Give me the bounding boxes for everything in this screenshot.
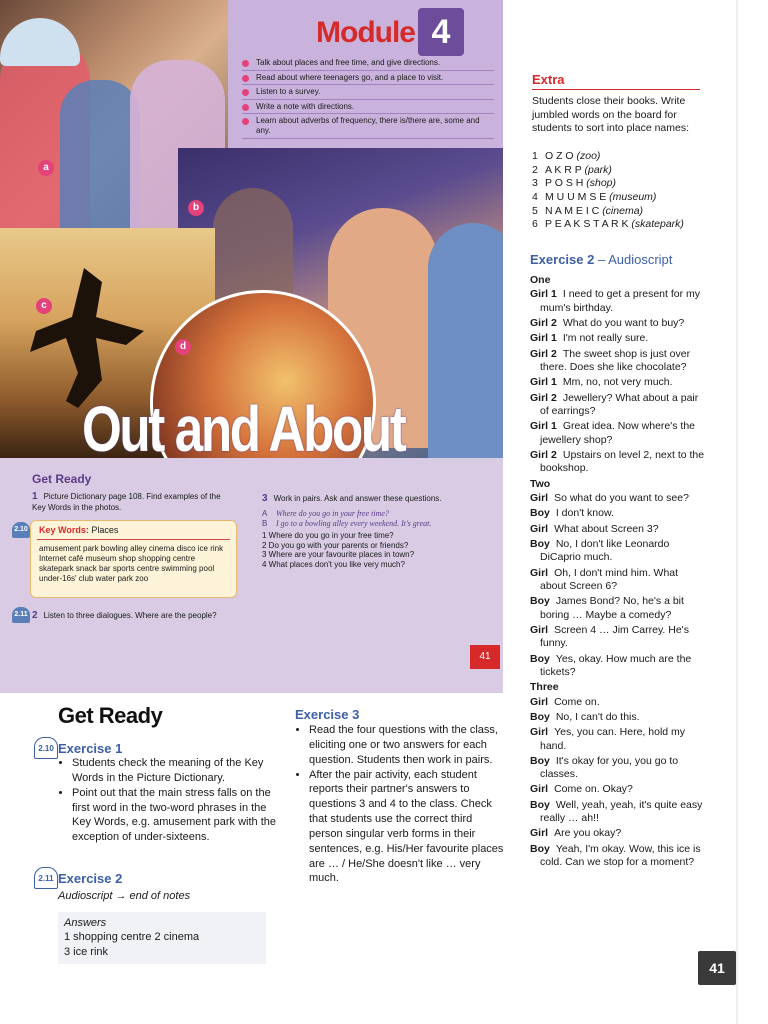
- sp-item-3-text: Work in pairs. Ask and answer these questions.: [273, 494, 442, 503]
- dialogue-line: [530, 755, 705, 782]
- extra-item-jumble: N A M E I C: [545, 204, 603, 217]
- extra-item-jumble: P O S H: [545, 177, 587, 190]
- unit-title: Out and About: [82, 393, 405, 465]
- key-words-box: [30, 520, 237, 598]
- dialogue-line: [530, 538, 705, 565]
- speech: Come on. Okay?: [554, 783, 633, 796]
- speaker: Girl 1: [530, 420, 557, 433]
- tn-exercise-2-heading: Exercise 2: [58, 871, 123, 886]
- objective-item: Write a note with directions.: [242, 102, 494, 115]
- dialogue-line: [530, 392, 705, 419]
- dialogue-line: [530, 288, 705, 315]
- tn-exercise-2-audioscript-note: Audioscript → end of notes: [58, 890, 191, 902]
- objective-item: Talk about places and free time, and give directions.: [242, 58, 494, 71]
- page-edge: [736, 0, 738, 1024]
- photo-label-b: b: [188, 200, 204, 216]
- dialogue-line: [530, 653, 705, 680]
- speaker-b: B: [262, 518, 268, 528]
- speaker: Girl: [530, 522, 549, 535]
- key-words-list: amusement park bowling alley cinema disco ice rink Internet café museum shop shopping centre skatepark snack bar sports centre swimming pool under-16s' club water park zoo: [39, 544, 224, 583]
- dialogue-line: [530, 523, 705, 536]
- dialogue-line: [530, 696, 705, 709]
- speech: The sweet shop is just over there. Does she like chocolate?: [540, 347, 691, 373]
- dialogue-line: [530, 711, 705, 724]
- sp-item-1-number: 1: [32, 491, 38, 502]
- audioscript-dialogues: [530, 272, 705, 871]
- photo-label-d: d: [175, 339, 191, 355]
- key-words-title: Key Words:: [39, 525, 89, 535]
- dialogue-line: [530, 827, 705, 840]
- speech: Mm, no, not very much.: [562, 376, 673, 389]
- speech: Oh, I don't mind him. What about Screen 6?: [540, 566, 679, 592]
- speaker: Boy: [530, 842, 550, 855]
- extra-item-answer: (shop): [586, 177, 617, 190]
- speaker: Boy: [530, 710, 550, 723]
- speech: James Bond? No, he's a bit boring … Maybe a comedy?: [540, 595, 684, 621]
- objective-item: Read about where teenagers go, and a place to visit.: [242, 73, 494, 86]
- dialogue-line: [530, 332, 705, 345]
- speech: I'm not really sure.: [562, 332, 649, 345]
- extra-item-answer: (museum): [609, 190, 657, 203]
- module-number: 4: [418, 8, 464, 56]
- audio-2-10-icon: 2.10: [34, 737, 58, 759]
- key-words-heading: [39, 525, 118, 535]
- speech: Well, yeah, yeah, it's quite easy really … ah!!: [540, 798, 703, 825]
- speech: Upstairs on level 2, next to the bookshop.: [540, 448, 705, 475]
- dialogue-line: [530, 783, 705, 796]
- dialogue-line: [530, 317, 705, 330]
- extra-item-jumble: A K R P: [545, 163, 585, 176]
- page-number: 41: [698, 951, 736, 985]
- dialogue-line: [530, 492, 705, 505]
- sp-item-2-text: Listen to three dialogues. Where are the people?: [43, 611, 217, 620]
- module-objectives: [242, 58, 494, 141]
- extra-item-jumble: M U U M S E: [545, 190, 610, 203]
- list-item: • Students check the meaning of the Key Words in the Picture Dictionary.: [72, 756, 282, 786]
- extra-item-number: 4: [532, 190, 538, 203]
- speech: Yes, you can. Here, hold my hand.: [540, 726, 686, 752]
- speech: What about Screen 3?: [554, 522, 659, 535]
- dialogue-line: [530, 624, 705, 651]
- dialogue-line: [530, 595, 705, 622]
- extra-item-answer: (zoo): [576, 150, 601, 162]
- speech: Great idea. Now where's the jewellery shop?: [540, 420, 696, 446]
- sp-item-3-number: 3: [262, 493, 268, 504]
- photo-label-a: a: [38, 160, 54, 176]
- sp-item-2-number: 2: [32, 610, 38, 621]
- sp-get-ready-heading: Get Ready: [32, 472, 92, 486]
- objective-item: Learn about adverbs of frequency, there is/there are, some and any.: [242, 116, 494, 138]
- extra-list: [532, 150, 702, 232]
- tn-exercise-1-list: [58, 756, 282, 845]
- student-page-number: 41: [470, 645, 500, 669]
- sp-item-3-b: I go to a bowling alley every weekend. It's great.: [276, 518, 432, 528]
- speech: Jewellery? What about a pair of earrings?: [540, 391, 699, 417]
- extra-item: [532, 218, 702, 232]
- answers-box: [58, 912, 266, 964]
- extra-item: [532, 205, 702, 219]
- tn-exercise-3-list: [295, 723, 507, 886]
- dialogue-heading: One: [530, 274, 551, 286]
- speaker: Girl 2: [530, 316, 557, 329]
- dialogue-line: [530, 420, 705, 447]
- speech: What do you want to buy?: [562, 316, 685, 329]
- speech: I don't know.: [555, 507, 614, 520]
- speech: It's okay for you, you go to classes.: [540, 754, 679, 781]
- speaker: Boy: [530, 754, 550, 767]
- dialogue-line: [530, 348, 705, 375]
- photo-label-c: c: [36, 298, 52, 314]
- sp-item-3-question: 4 What places don't you like very much?: [262, 559, 405, 569]
- speaker: Girl 2: [530, 448, 557, 461]
- speaker: Girl 1: [530, 288, 557, 301]
- extra-item: [532, 150, 702, 164]
- extra-heading: Extra: [532, 72, 565, 87]
- extra-text: Students close their books. Write jumbled words on the board for students to sort into place names:: [532, 95, 690, 135]
- extra-item-answer: (park): [584, 163, 612, 176]
- sp-item-3: [262, 493, 482, 570]
- dialogue-line: [530, 376, 705, 389]
- speaker-a: A: [262, 509, 268, 518]
- speaker: Boy: [530, 507, 550, 520]
- sp-item-3-question: 2 Do you go with your parents or friends?: [262, 540, 409, 550]
- audioscript-subtitle: – Audioscript: [597, 252, 673, 267]
- speaker: Girl: [530, 566, 549, 579]
- extra-item-number: 1: [532, 150, 538, 162]
- speaker: Girl: [530, 783, 549, 796]
- tn-exercise-1-heading: Exercise 1: [58, 741, 123, 756]
- objective-item: Listen to a survey.: [242, 87, 494, 100]
- sp-item-1: [32, 491, 232, 513]
- tn-get-ready-heading: Get Ready: [58, 703, 163, 728]
- sp-item-3-question: 3 Where are your favourite places in town?: [262, 550, 415, 560]
- speech: So what do you want to see?: [554, 491, 689, 504]
- extra-item: [532, 177, 702, 191]
- speaker: Girl 2: [530, 347, 557, 360]
- sp-item-3-question: 1 Where do you go in your free time?: [262, 531, 394, 541]
- audioscript-title: Exercise 2: [530, 252, 595, 267]
- dialogue-line: [530, 507, 705, 520]
- speaker: Girl 2: [530, 391, 557, 404]
- extra-item: [532, 191, 702, 205]
- sp-item-3-a: Where do you go in your free time?: [276, 509, 389, 518]
- speaker: Girl: [530, 827, 549, 840]
- dialogue-heading: Two: [530, 477, 551, 490]
- extra-item-jumble: O Z O: [545, 150, 577, 162]
- speaker: Girl: [530, 623, 549, 636]
- audio-2-10-icon: 2.10: [12, 522, 30, 538]
- dialogue-line: [530, 567, 705, 594]
- extra-item: [532, 164, 702, 178]
- extra-item-number: 5: [532, 204, 538, 217]
- extra-item-answer: (skatepark): [631, 218, 684, 231]
- speech: I need to get a present for my mum's birthday.: [540, 288, 701, 314]
- speech: No, I don't like Leonardo DiCaprio much.: [540, 537, 670, 564]
- speech: No, I can't do this.: [555, 710, 640, 723]
- extra-item-answer: (cinema): [602, 204, 644, 217]
- extra-item-number: 3: [532, 177, 538, 190]
- sp-item-2: [32, 610, 232, 622]
- list-item: • After the pair activity, each student reports their partner's answers to questions 3 and 4 to the class. Check that students use the correct third person singular verb forms in their sentences, e.g. His/Her favourite places are … / He/She doesn't like … very much.: [309, 768, 507, 887]
- speaker: Girl: [530, 491, 549, 504]
- dialogue-line: [530, 799, 705, 826]
- speech: Come on.: [554, 695, 600, 708]
- list-item: • Point out that the main stress falls on the first word in the two-word phrases in the Key Words, e.g. amusement park with the exception of under-sixteens.: [72, 786, 282, 845]
- extra-divider: [532, 89, 700, 90]
- audioscript-heading: [530, 252, 672, 267]
- tn-exercise-3-heading: Exercise 3: [295, 707, 360, 722]
- extra-item-jumble: P E A K S T A R K: [545, 218, 632, 231]
- answers-line: 1 shopping centre 2 cinema: [64, 931, 200, 944]
- list-item: • Read the four questions with the class, eliciting one or two answers for each question. Students then work in pairs.: [309, 723, 507, 768]
- dialogue-line: [530, 449, 705, 476]
- dialogue-line: [530, 726, 705, 753]
- dialogue-heading: Three: [530, 681, 559, 694]
- extra-item-number: 6: [532, 218, 538, 231]
- sp-item-1-text: Picture Dictionary page 108. Find examples of the Key Words in the photos.: [32, 492, 221, 512]
- speaker: Boy: [530, 537, 550, 550]
- audio-2-11-icon: 2.11: [34, 867, 58, 889]
- extra-item-number: 2: [532, 163, 538, 176]
- speaker: Boy: [530, 798, 550, 811]
- answers-label: Answers: [64, 917, 107, 929]
- speech: Yeah, I'm okay. Wow, this ice is cold. Can we stop for a moment?: [540, 842, 701, 869]
- answers-line: 3 ice rink: [64, 945, 109, 958]
- dialogue-line: [530, 843, 705, 870]
- speaker: Girl 1: [530, 332, 557, 345]
- module-box: [228, 0, 503, 150]
- speaker: Boy: [530, 652, 550, 665]
- speaker: Boy: [530, 595, 550, 608]
- speaker: Girl: [530, 726, 549, 739]
- module-title: Module: [316, 16, 415, 49]
- speech: Are you okay?: [554, 827, 622, 840]
- speech: Yes, okay. How much are the tickets?: [540, 652, 692, 678]
- key-words-topic: Places: [91, 525, 119, 535]
- student-page: [0, 0, 503, 693]
- audio-2-11-icon: 2.11: [12, 607, 30, 623]
- speaker: Girl: [530, 695, 549, 708]
- speech: Screen 4 … Jim Carrey. He's funny.: [540, 623, 689, 650]
- speaker: Girl 1: [530, 376, 557, 389]
